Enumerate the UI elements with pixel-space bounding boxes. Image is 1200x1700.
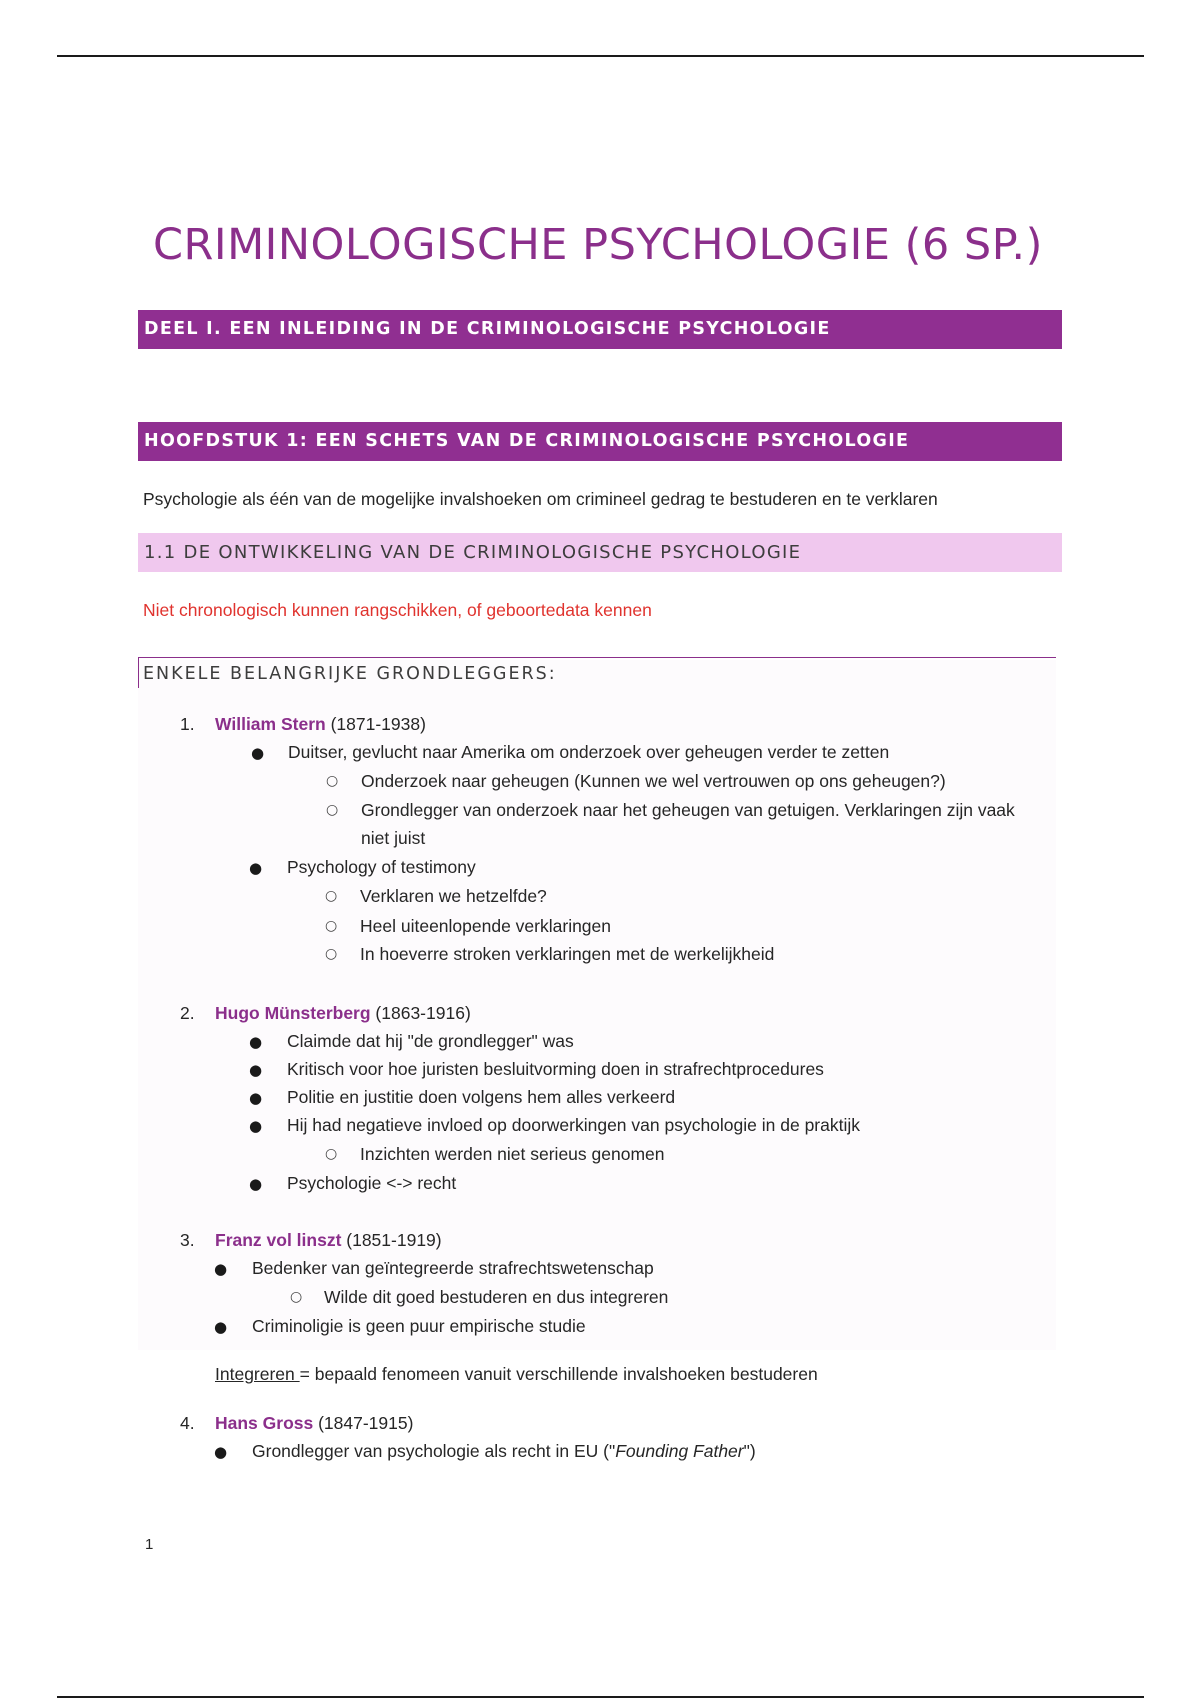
list-item: In hoeverre stroken verklaringen met de werkelijkheid	[360, 944, 775, 964]
text-span: ")	[743, 1441, 756, 1461]
bullet-icon: ●	[251, 744, 265, 762]
text-span: Grondlegger van psychologie als recht in EU ("	[252, 1441, 616, 1461]
person-years: (1871-1938)	[325, 714, 426, 734]
list-number: 2.	[180, 1003, 195, 1023]
circle-bullet-icon: ○	[325, 1146, 338, 1162]
list-item: Wilde dit goed bestuderen en dus integreren	[324, 1287, 669, 1307]
circle-bullet-icon: ○	[326, 802, 339, 818]
definition	[215, 1364, 818, 1385]
person-name: Hans Gross	[215, 1413, 314, 1433]
person-heading	[215, 1003, 471, 1024]
list-item: Kritisch voor hoe juristen besluitvorming doen in strafrechtprocedures	[287, 1059, 824, 1079]
list-item: Bedenker van geïntegreerde strafrechtswetenschap	[252, 1258, 654, 1278]
list-number: 1.	[180, 714, 195, 734]
list-item: Psychology of testimony	[287, 857, 476, 877]
person-name: William Stern	[215, 714, 326, 734]
person-years: (1851-1919)	[341, 1230, 442, 1250]
page-number: 1	[145, 1536, 154, 1553]
intro-paragraph: Psychologie als één van de mogelijke invalshoeken om crimineel gedrag te bestuderen en te verklaren	[143, 489, 938, 509]
exam-note: Niet chronologisch kunnen rangschikken, of geboortedata kennen	[143, 600, 652, 620]
list-number: 3.	[180, 1230, 195, 1250]
definition-term: Integreren	[215, 1364, 300, 1384]
list-item: Politie en justitie doen volgens hem alles verkeerd	[287, 1087, 676, 1107]
bullet-icon: ●	[214, 1260, 228, 1278]
bullet-icon: ●	[249, 1117, 263, 1135]
part-heading: DEEL I. EEN INLEIDING IN DE CRIMINOLOGISCHE PSYCHOLOGIE	[138, 310, 1062, 349]
circle-bullet-icon: ○	[326, 773, 339, 789]
chapter-heading: HOOFDSTUK 1: EEN SCHETS VAN DE CRIMINOLOGISCHE PSYCHOLOGIE	[138, 422, 1062, 461]
person-years: (1847-1915)	[313, 1413, 414, 1433]
person-years: (1863-1916)	[370, 1003, 471, 1023]
circle-bullet-icon: ○	[325, 888, 338, 904]
emphasis-text: Founding Father	[615, 1441, 744, 1461]
bullet-icon: ●	[249, 1175, 263, 1193]
person-heading	[215, 1413, 413, 1434]
bullet-icon: ●	[249, 859, 263, 877]
person-name: Franz vol linszt	[215, 1230, 342, 1250]
header-rule	[57, 55, 1144, 57]
list-item: Duitser, gevlucht naar Amerika om onderzoek over geheugen verder te zetten	[288, 742, 890, 762]
circle-bullet-icon: ○	[325, 918, 338, 934]
circle-bullet-icon: ○	[325, 946, 338, 962]
list-item: Grondlegger van onderzoek naar het geheugen van getuigen. Verklaringen zijn vaak	[361, 800, 1015, 820]
person-heading	[215, 714, 426, 735]
list-item: niet juist	[361, 828, 426, 848]
list-item: Inzichten werden niet serieus genomen	[360, 1144, 665, 1164]
list-number: 4.	[180, 1413, 195, 1433]
bullet-icon: ●	[214, 1318, 228, 1336]
list-item	[252, 1441, 756, 1462]
list-item: Claimde dat hij "de grondlegger" was	[287, 1031, 574, 1051]
definition-text: = bepaald fenomeen vanuit verschillende invalshoeken bestuderen	[299, 1364, 818, 1384]
footer-rule	[57, 1696, 1144, 1698]
subheading: ENKELE BELANGRIJKE GRONDLEGGERS:	[143, 664, 557, 684]
person-heading	[215, 1230, 442, 1251]
list-item: Psychologie <-> recht	[287, 1173, 457, 1193]
bullet-icon: ●	[249, 1033, 263, 1051]
bullet-icon: ●	[249, 1061, 263, 1079]
list-item: Verklaren we hetzelfde?	[360, 886, 547, 906]
bullet-icon: ●	[214, 1443, 228, 1461]
list-item: Heel uiteenlopende verklaringen	[360, 916, 612, 936]
bullet-icon: ●	[249, 1089, 263, 1107]
document-title: CRIMINOLOGISCHE PSYCHOLOGIE (6 SP.)	[153, 220, 1043, 270]
list-item: Onderzoek naar geheugen (Kunnen we wel vertrouwen op ons geheugen?)	[361, 771, 946, 791]
list-item: Hij had negatieve invloed op doorwerkingen van psychologie in de praktijk	[287, 1115, 860, 1135]
list-item: Criminoligie is geen puur empirische studie	[252, 1316, 586, 1336]
circle-bullet-icon: ○	[290, 1289, 303, 1305]
person-name: Hugo Münsterberg	[215, 1003, 371, 1023]
section-heading: 1.1 DE ONTWIKKELING VAN DE CRIMINOLOGISCHE PSYCHOLOGIE	[138, 533, 1062, 572]
